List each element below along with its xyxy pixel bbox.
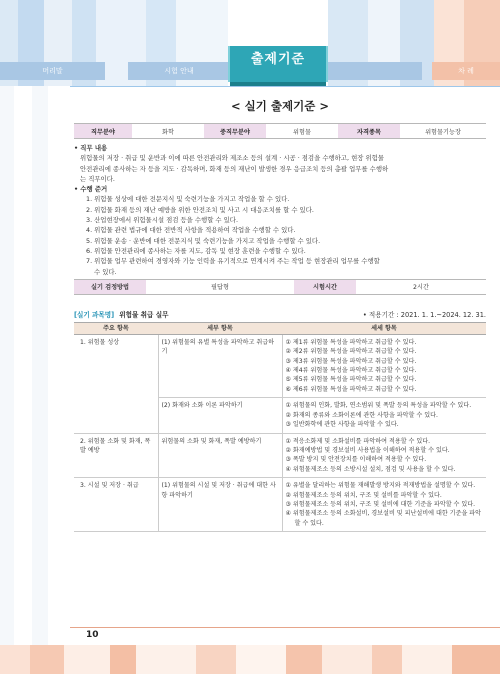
table-row bbox=[74, 334, 486, 397]
exam-time-label: 시험시간 bbox=[294, 279, 356, 294]
left-side-decoration bbox=[0, 86, 70, 674]
job-info-table bbox=[74, 123, 486, 139]
tab-blank bbox=[320, 62, 422, 80]
detail-item: ① 위험물의 인화, 발화, 연소범위 및 폭발 등의 특성을 파악할 수 있다. bbox=[285, 402, 472, 410]
detail-item: ⑥ 제6류 위험물 특성을 파악하고 취급할 수 있다. bbox=[285, 385, 417, 393]
sub-item: (2) 화재와 소화 이론 파악하기 bbox=[158, 398, 282, 433]
sub-item: (1) 위험물의 유별 특성을 파악하고 취급하기 bbox=[158, 334, 282, 397]
detail-items bbox=[282, 478, 486, 532]
duty-standard-item: 1. 위험물 성상에 대한 전문지식 및 숙련기능을 가지고 작업을 할 수 있다. bbox=[86, 195, 290, 204]
sub-field-value: 위험물 bbox=[266, 124, 338, 139]
detail-item: ③ 제3류 위험물 특성을 파악하고 취급할 수 있다. bbox=[285, 357, 417, 365]
detail-item: ② 화재의 종류와 소화이론에 관한 사항을 파악할 수 있다. bbox=[285, 411, 438, 419]
detail-item: ① 적응소화제 및 소화설비를 파악하여 적용할 수 있다. bbox=[285, 437, 431, 445]
job-field-label: 직무분야 bbox=[74, 124, 132, 139]
duty-content-line: 위험물의 저장 · 취급 및 운반과 이에 따른 안전관리와 제조소 등의 설계 · 시공 · 점검을 수행하고, 현장 위험물 bbox=[80, 154, 384, 163]
duty-content-line: 안전관리에 종사하는 자 등을 지도 · 감독하며, 화재 등의 재난이 발생한 경우 응급조치 등의 총괄 업무를 수행하 bbox=[80, 164, 389, 173]
cert-value: 위험물기능장 bbox=[400, 124, 486, 139]
table-row bbox=[74, 433, 486, 478]
duty-standard-item-cont: 수 있다. bbox=[94, 267, 117, 276]
detail-item: ② 화재예방법 및 경보설비 사용법을 이해하여 적용할 수 있다. bbox=[285, 446, 450, 454]
duty-content-line: 는 직무이다. bbox=[80, 174, 115, 183]
exam-method-label: 실기 검정방법 bbox=[74, 279, 146, 294]
page-title: < 실기 출제기준 > bbox=[231, 99, 329, 113]
detail-item: ④ 위험물제조소 등의 소화설비, 경보설비 및 피난설비에 대한 기준을 파악할 수 있다. bbox=[285, 510, 482, 527]
detail-item: ② 제2류 위험물 특성을 파악하고 취급할 수 있다. bbox=[285, 348, 417, 356]
exam-method-table bbox=[74, 279, 486, 295]
duty-standard-item: 5. 위험물 운송 · 운반에 대한 전문지식 및 숙련기능을 가지고 작업을 수행할 수 있다. bbox=[86, 236, 321, 245]
detail-item: ③ 폭발 방지 및 안전장치를 이해하여 적용할 수 있다. bbox=[285, 456, 427, 464]
main-item: 1. 위험물 성상 bbox=[74, 334, 158, 397]
detail-item: ② 위험물제조소 등의 위치, 구조 및 설비를 파악할 수 있다. bbox=[285, 491, 442, 499]
duty-content-heading: • 직무 내용 bbox=[74, 144, 108, 152]
tab-contents[interactable]: 차 례 bbox=[432, 62, 500, 80]
detail-item: ⑤ 제5류 위험물 특성을 파악하고 취급할 수 있다. bbox=[285, 376, 417, 384]
footer-background bbox=[0, 645, 500, 674]
application-period: • 적용기간 : 2021. 1. 1.~2024. 12. 31. bbox=[362, 310, 486, 319]
detail-item: ① 유별을 달리하는 위험물 재해발생 방지와 적재방법을 설명할 수 있다. bbox=[285, 482, 476, 490]
duty-standard-heading: • 수행 준거 bbox=[74, 185, 108, 194]
cert-label: 자격종목 bbox=[338, 124, 400, 139]
footer-rule bbox=[70, 627, 500, 628]
col-header-main: 주요 항목 bbox=[74, 322, 158, 334]
duty-standard-item: 3. 산업현장에서 위험물시설 점검 등을 수행할 수 있다. bbox=[86, 216, 238, 225]
detail-items bbox=[282, 334, 486, 397]
subject-name: 위험물 취급 실무 bbox=[119, 310, 169, 319]
job-field-value: 화학 bbox=[132, 124, 204, 139]
col-header-detail: 세세 항목 bbox=[282, 322, 486, 334]
detail-item: ③ 일반화학에 관한 사항을 파악할 수 있다. bbox=[285, 421, 399, 429]
subject-tag: [실기 과목명] bbox=[74, 310, 115, 319]
duty-standard-item: 4. 위험물 관련 법규에 대한 전반적 사항을 적용하여 작업을 수행할 수 있다. bbox=[86, 226, 296, 235]
table-row bbox=[74, 398, 486, 433]
sub-field-label: 중직무분야 bbox=[204, 124, 266, 139]
exam-time-value: 2시간 bbox=[356, 279, 486, 294]
page-number: 10 bbox=[86, 630, 99, 640]
duty-standard-item: 7. 위험물 업무 관련하여 경영자와 기능 인력을 유기적으로 연계시켜 주는 작업 등 현장관리 업무를 수행할 bbox=[86, 257, 380, 266]
subject-line bbox=[74, 309, 486, 319]
detail-item: ④ 위험물제조소 등의 소방시설 설치, 점검 및 사용을 할 수 있다. bbox=[285, 465, 456, 473]
main-item: 2. 위험물 소화 및 화재, 폭발 예방 bbox=[74, 433, 158, 478]
sub-item: (1) 위험물의 시설 및 저장 · 취급에 대한 사항 파악하기 bbox=[158, 478, 282, 532]
main-item: 3. 시설 및 저장 · 취급 bbox=[74, 478, 158, 532]
detail-item: ④ 제4류 위험물 특성을 파악하고 취급할 수 있다. bbox=[285, 367, 417, 375]
duty-section bbox=[74, 143, 486, 277]
col-header-sub: 세부 항목 bbox=[158, 322, 282, 334]
detail-items bbox=[282, 398, 486, 433]
page-content bbox=[74, 98, 486, 532]
tab-preface[interactable]: 머리말 bbox=[0, 62, 105, 80]
main-item bbox=[74, 398, 158, 433]
criteria-table bbox=[74, 322, 486, 532]
detail-item: ③ 위험물제조소 등의 위치, 구조 및 설비에 대한 기준을 파악할 수 있다. bbox=[285, 500, 476, 508]
duty-standard-item: 6. 위험물 안전관리에 종사하는 자를 지도, 감독 및 현장 훈련을 수행할 수 있다. bbox=[86, 246, 306, 255]
detail-items bbox=[282, 433, 486, 478]
tab-exam-guide[interactable]: 시험 안내 bbox=[128, 62, 230, 80]
duty-standard-item: 2. 위험물 화재 등의 재난 예방을 위한 안전조치 및 사고 시 대응조치를 할 수 있다. bbox=[86, 205, 314, 214]
sub-item: 위험물의 소화 및 화재, 폭발 예방하기 bbox=[158, 433, 282, 478]
header-rule bbox=[70, 86, 500, 87]
detail-item: ① 제1류 위험물 특성을 파악하고 취급할 수 있다. bbox=[285, 338, 417, 346]
table-row bbox=[74, 478, 486, 532]
tab-exam-criteria[interactable]: 출제기준 bbox=[228, 46, 328, 82]
exam-method-value: 필답형 bbox=[146, 279, 294, 294]
